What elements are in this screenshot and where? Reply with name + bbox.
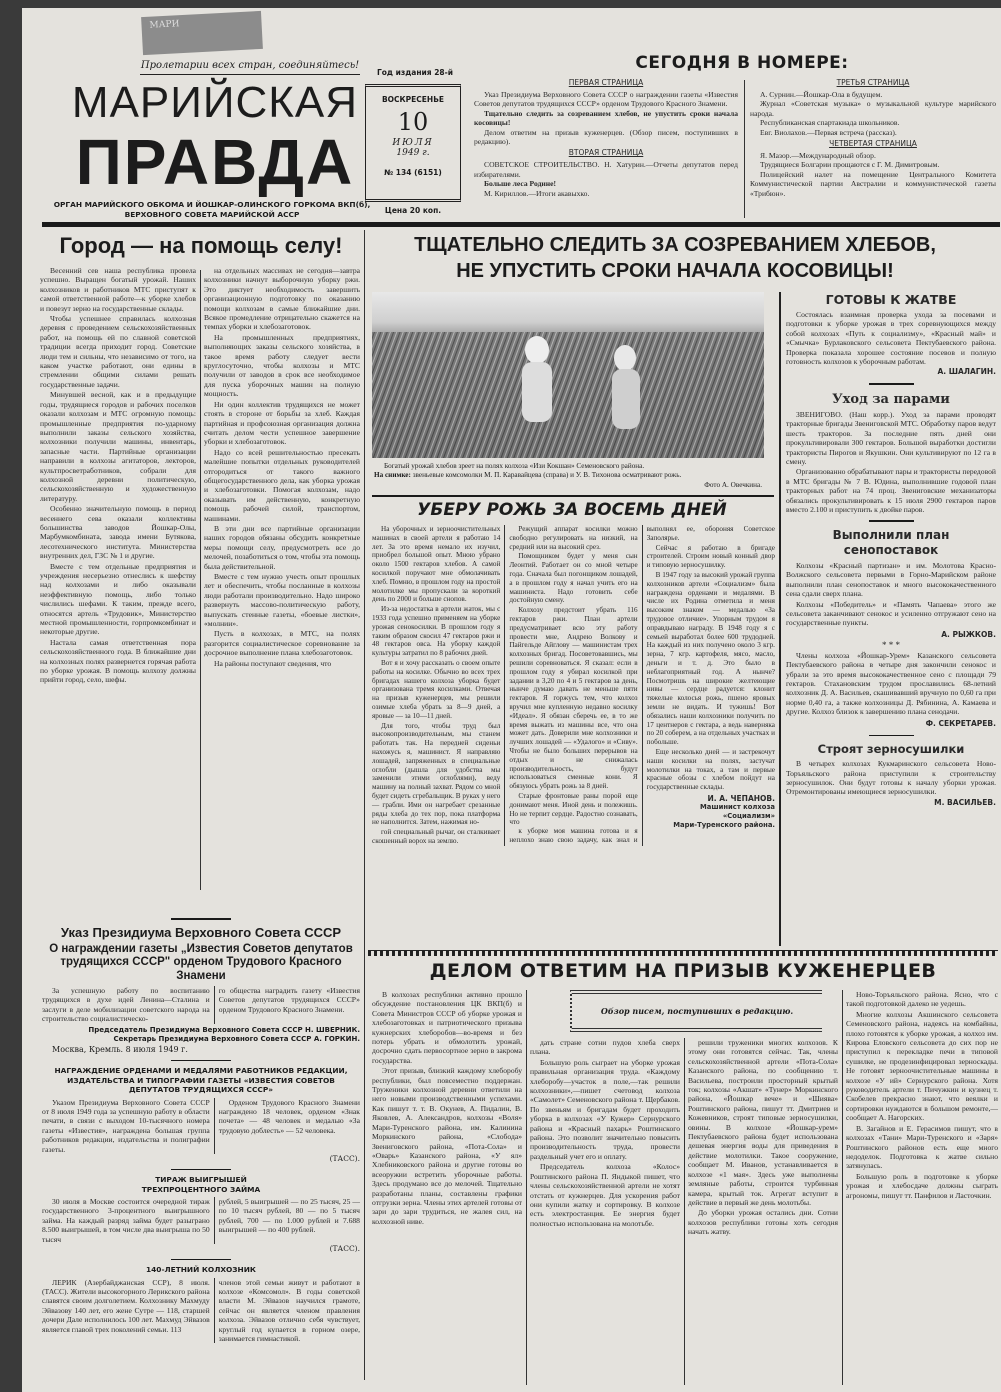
issue-number: № 134 (6151) [384,168,442,177]
story-body [372,525,775,846]
paragraph: В четырех колхозах Кукмаринского сельсовета Ново-Торъяльского района приступили к строительству зерносушилок. Они будут готовы к началу уборки урожая. Отремонтированы имеющиеся зерносушилки. [786,759,996,797]
paragraph: Особенно значительную помощь в период весеннего сева оказали коллективы большинства заводов Йошкар-Олы, Марбумкомбината, завода имени Бутякова, лесотехнического института. Министерства внутренних дел, ГЗС № 1 и другие. [40,504,196,561]
paragraph: Ново-Торъяльского района. Ясно, что с такой подготовкой далеко не уедешь. [846,990,998,1009]
contents-item[interactable]: А. Сурнин.—Йошкар-Ола в будущем. [760,90,883,99]
caption-line1: Богатый урожай хлебов зреет на полях колхоза «Изи Кокшан» Семеновского района. [384,462,645,470]
old-farmer-col2: членов этой семьи живут и работают в колхозе «Комсомол». В годы советской власти М. Эйвазов научился грамоте, сейчас он является членом правления колхоза. Эйвазов отлично себя чувствует, круглый год купается в горном озере, занимается гимнастикой. [214,1278,360,1344]
paragraph: Ни один коллектив трудящихся не может стоять в стороне от борьбы за хлеб. Каждая партийная и профсоюзная организация должна считать делом чести успешное завершение уборки и хлебозаготовок. [204,399,360,447]
paragraph: Старые фронтовые раны порой еще донимают меня. Иной день и полежишь. Но не терпит сердце. Радостно сознавать, что [509,791,638,827]
contents-item[interactable]: Делом ответим на призыв куженерцев. (Обзор писем, поступивших в редакцию). [474,127,738,147]
left-bottom-news [42,913,360,1343]
paragraph: В 1947 году за высокий урожай группа колхозников артели «Социализм» была награждена орденами и медалями. В числе их Родина отметила и меня высоким знаком — медалью «За трудовое отличие». Упорным трудом я оправдываю награду. В 1948 году я с семьей выработал более 600 трудодней. На каждый из них получено около 3 кгр. зерна, 7 кгр. картофеля, мясо, масло, деньги и т. д. Это было в неблагоприятный год. А нынче? Посмотришь на широкие желтеющие нивы — сердце радуется: клонит тяжелые колосья рожь, пшено яровых земли не видать. И тужишь! Вот обязались наши колхозники получить по 17 центнеров с гектара, а ведь наверняка по 20 соберем, а на отдельных участках и побольше. [646,570,775,747]
contents-item[interactable]: Журнал «Советская музыка» о музыкальной культуре марийского народа. [750,99,996,118]
author-name: А. ШАЛАГИН. [937,367,996,377]
author-name: М. ВАСИЛЬЕВ. [934,797,996,807]
paragraph: Организованно обрабатывают пары и трактористы передовой в МТС бригады № 7 В. Юдина, выполнившие годовой план тракторных работ на 74 проц. Звениговские механизаторы обязались прокультивировать к 15 июля 2900 гектаров паров вместо 2.100 и приступить к двойке паров. [786,467,996,514]
date-year: 1949 г. [396,148,430,158]
left-column-border [364,230,365,1380]
letters-col4 [846,990,998,1201]
hay-plan-title: Выполнили план сенопоставок [832,527,950,557]
photo-illustration [372,292,764,458]
right-column-border [779,292,781,946]
ukaz-signature-2: Секретарь Президиума Верховного Совета СССР А. ГОРКИН. [113,1035,360,1044]
paragraph: На районы поступают сведения, что [214,658,332,668]
date-box [365,84,461,202]
paragraph: Для того, чтобы труд был высокопроизводительным, мы станем работать так. На передней сиденьи нахожусь я, машинист. Я направляю лошадей, запряженных в специальные оглобли (дышла для удобства мы заменили этими оглоблями), веду машину на полный захват. Рядом со мной будет сидеть сгребальщик. В руках у него — грабли. Ими он нагребает срезанные ряды хлеба до тех пор, пока платформа не наполнится. Затем, нажимая но- [372,721,501,827]
contents-divider [744,80,745,218]
paragraph: Председатель колхоза «Колос» Роштинского района П. Яндыкой пишет, что члены сельскохозяйственной артели не хотят отстать от кужнерцев. Для ускорения работ они купили жатку и сортировку. В колхозе есть электростанция. Ее энергия будет полностью использована на молотьбе. [530,1162,680,1228]
main-headline-line2: НЕ УПУСТИТЬ СРОКИ НАЧАЛА КОСОВИЦЫ! [456,260,894,282]
fallow-care-title: Уход за парами [832,391,950,407]
paragraph: на отдельных массивах не сегодня—завтра колхозники начнут выборочную уборку ржи. Это диктует необходимость завершить организационную подготовку по оказанию помощи колхозам в самые ближайшие дни. Всякое промедление отрицательно скажется на темпах уборки и хлебозаготовок. [204,266,360,332]
paragraph: Вот я и хочу рассказать о своем опыте работы на косилке. Обычно во всех трех бригадах нашего колхоза уборка будет организована тремя косилками. Отвечая на призыв куженерцев, мы решили озимые хлеба убрать за 8—9 дней, а яровые — за 10—11 дней. [372,658,501,720]
contents-item[interactable]: Я. Мазор.—Международный обзор. [760,151,876,161]
ukaz-title: Указ Президиума Верховного Совета СССР [60,924,342,940]
contents-item[interactable]: Полицейский налет на помещение Центрального Комитета Коммунистической партии Австралии и коммунистической газеты «Трибюн». [750,169,996,198]
main-headline [370,232,936,284]
caption-line2: звеньевые комсомолки М. П. Каравайцева (справа) и У. В. Тихонова осматривают рожь. [412,471,682,480]
paragraph: Чтобы успешнее справилась колхозная деревня с проведением сельскохозяйственных работ, на помощь ей по славной советской традиции всегда приходит город. Советские люди тем и сильны, что независимо от того, на каком участке работают, они едины в стремлении общими силами решать государственные задачи. [40,314,196,389]
lottery-title: ТИРАЖ ВЫИГРЫШЕЙ ТРЕХПРОЦЕНТНОГО ЗАЙМА [141,1175,261,1194]
newspaper-page [22,8,1001,1392]
awards-source: (ТАСС). [329,1154,360,1164]
paragraph: Еще несколько дней — и застрекочут наши косилки на полях, застучат молотилки на токах, а там и первые красные обозы с хлебом пойдут на государственные склады. [646,747,775,792]
lottery-col2: рублей, 5 выигрышей — по 25 тысяч, 25 — по 10 тысяч рублей, 80 — по 5 тысяч рублей, 700 — по 1.000 рублей и 7.688 выигрышей — по 400 рублей. [214,1197,360,1244]
separator [372,495,774,497]
paragraph: Многие колхозы Акшинского сельсовета Семеновского района, надеясь на комбайны, плохо готовятся к уборке урожая, а колхоз им. Кирова Еловского сельсовета до сих пор не приступил к перекладке печи в типовой сушилке, не продезинфицировал зерноскады. Не готовят зерноочистительные машины в колхозе «У ий» Сернурского района. Хотя руководитель артели т. Пичужкин и кузнец т. Скобелев прекрасно знают, что веялки и сортировки нуждаются в большом ремонте,—сообщает А. Нагорских. [846,1009,998,1123]
contents-item[interactable]: Евг. Виолахов.—Первая встреча (рассказ). [760,127,897,137]
paragraph: До уборки урожая остались дни. Сотни колхозов республики готовы хоть сегодня начать жатву. [688,1208,838,1237]
separator [171,1060,231,1062]
separator [171,1169,231,1171]
paragraph: Колхозы «Красный партизан» и им. Молотова Красно-Волжского сельсовета первыми в Горно-Марийском районе выполнили план сенопоставок и много высококачественного сена сдали сверх плана. [786,560,996,599]
separator [869,735,914,737]
old-farmer-columns [42,1278,360,1344]
letters-col1 [372,990,522,1227]
paragraph: Большую роль в подготовке к уборке урожая и хлебосдаче должны сыграть агрономы, пишут тт. Панфилов и Ласточкин. [846,1171,998,1200]
old-farmer-col1: ЛЕРИК (Азербайджанская ССР), 8 июля. (ТАСС). Жители высокогорного Лерикского района славятся своим долголетием. Колхознику Махмуду Эйвазову 140 лет, его жене Сутре — 118, старшей дочери Дале исполнилось 100 лет. Махмуд Эйвазов является главой трех поколений семьи. 113 [42,1277,210,1334]
bottom-headline: ДЕЛОМ ОТВЕТИМ НА ПРИЗЫВ КУЖЕНЕРЦЕВ [429,960,937,982]
month: ИЮЛЯ [392,138,434,148]
masthead-subtitle [52,200,372,220]
paragraph: В эти дни все партийные организации наших городов обязаны обсудить конкретные меры помощи селу, предусмотреть все до мелочей, позаботиться о том, чтобы эта помощь была действительной. [204,523,360,571]
ukaz-columns [42,986,360,1024]
author-name: Ф. СЕКРЕТАРЕВ. [925,718,996,728]
weekday: ВОСКРЕСЕНЬЕ [381,95,445,104]
ready-harvest-title: ГОТОВЫ К ЖАТВЕ [825,292,957,307]
contents-page2-label: ВТОРАЯ СТРАНИЦА [568,148,644,158]
main-headline-line1: ТЩАТЕЛЬНО СЛЕДИТЬ ЗА СОЗРЕВАНИЕМ ХЛЕБОВ, [414,234,936,256]
story-signature [647,794,775,830]
column-divider [200,270,201,890]
paragraph: решили труженики многих колхозов. К этому они готовятся сейчас. Так, члены сельскохозяйственной артели «Пота-Сола» Казанского района, по сообщению т. Васильева, построили просторный крытый ток; колхозы «Акшат» «Тунер» Моркинского района, «Йошкар вече» и «Шиява» Роштинского района, пишут тт. Дмитриев и Кожевников, строят типовые зерносушилки, овины. В колхозе «Йошкар-урем» Пектубаевского района будет использована дешевая энергия воды для приведения в действие молотилки. Такое сооружение, сообщает М. Иванов, устанавливается в колхозе «1 мая». Здесь уже выполнены земляные работы, строится турбинная камера, крытый ток. Агрегат вступит в действие в первый же день молотьбы. [688,1038,838,1207]
awards-title: НАГРАЖДЕНИЕ ОРДЕНАМИ И МЕДАЛЯМИ РАБОТНИКОВ РЕДАКЦИИ, ИЗДАТЕЛЬСТВА И ТИПОГРАФИИ ГАЗЕТЫ «ИЗВЕСТИЯ СОВЕТОВ ДЕПУТАТОВ ТРУДЯЩИХСЯ СССР» [54,1066,348,1095]
paragraph: Помощником будет у меня сын Леонтий. Работает он со мной четыре года. Сначала был погонщиком лошадей, а в прошлом году я начал учить его на машиниста. Надо готовить себе достойную смену. [509,552,638,605]
column-divider [526,990,527,1385]
awards-col2: Орденом Трудового Красного Знамени награждено 18 человек, орденом «Знак почета» — 48 человек и медалью «За трудовую доблесть» — 52 человека. [214,1098,360,1154]
ukaz-col1: За успешную работу по воспитанию трудящихся в духе идей Ленина—Сталина и заслуги в деле мобилизации советского народа на строительство социалистическо- [42,986,210,1024]
lottery-col1: 30 июля в Москве состоится очередной тираж государственного 3-процентного выигрышного займа. На каждый разряд займа будет разыграно 8.500 выигрышей, в том числе два выигрыша по 50 тысяч [42,1197,210,1244]
masthead-rule [42,222,1000,227]
paragraph: Колхозу предстоит убрать 116 гектаров ржи. План артели предусматривает всю эту работу провести мне, Андрею Волкову и Пайгельде Айглову — машинистам трех колхозных бригад. Посоветовавшись, мы решили соревноваться. Я сказал: если в прошлом году я убирал косилкой при задании в 3,20 по 4 и 5 гектаров за день, нынче думаю давать не меньше пяти гектаров. Я горжусь тем, что колхоз вручил мне купленную недавно косилку «Идеал». Я обязан сберечь ее, в то же время выжать из машины все, что она может дать. Доверили мне колхозники и лучших лошадей — «Удалого» и «Сиву». Чтобы не было больших перерывов на отдых и не снижалась производительность, будут использоваться сменные кони. Я обязуюсь убрать рожь за 8 дней. [509,606,638,791]
paragraph: На промышленных предприятиях, выполняющих заказы сельского хозяйства, в такое время работу следует вести круглосуточно, чтобы колхозы и МТС получили от заводов в срок все необходимое для пуска уборочных машин на полную мощность. [204,332,360,399]
subtitle-line2: ВЕРХОВНОГО СОВЕТА МАРИЙСКОЙ АССР [124,210,300,219]
author-name: И. А. ЧЕПАНОВ. [707,793,775,803]
letters-review-box [570,990,822,1032]
contents-item[interactable]: Трудящиеся Болгарии прощаются с Г. М. Димитровым. [760,160,940,170]
contents-page1-label: ПЕРВАЯ СТРАНИЦА [568,78,644,87]
editorial-headline: Город — на помощь селу! [59,233,343,258]
paragraph: дать стране сотни пудов хлеба сверх плана. [530,1038,680,1057]
column-divider [842,990,843,1385]
paragraph: Весенний сев наша республика провела успешно. Выращен богатый урожай. Наших колхозников и работников МТС приступят к самой ответственной работе—к уборке хлебов и повезут зерно на государственные склады. [40,266,196,313]
paragraph: Сейчас я работаю в бригаде строителей. Строим новый конный двор и типовую зерносушилку. [646,543,775,570]
lottery-columns [42,1197,360,1244]
paragraph: Пусть в колхозах, в МТС, на полях разгорится социалистическое соревнование за досрочное выполнение плана хлебозаготовок. [204,629,360,658]
newspaper-title-line1: МАРИЙСКАЯ [71,78,359,127]
paragraph: Этот призыв, близкий каждому хлеборобу республики, был повсеместно поддержан. Труженики колхозной деревни ответили на него новыми производственными успехами. Как пишут т. т. В. Окунев, А. Пидалин, В. Яковлев, А. Александров, колхозы «Воля» Мари-Туренского района, им. Калинина Моркинского района, «Слобода» Звениговского района, «Пота-Сола» и «Оварь» Казанского района, «У ял» Хлебниковского района и другие готовы во всеоружии встретить уборочные работы. Здесь продумано все до мелочей. Тщательно разработаны планы, составлены графики отгрузки зерна. Члены этих артелей готовы от зари до зари трудиться, не жалея сил, на колхозной ниве. [372,1066,522,1226]
contents-left [474,76,738,198]
paragraph: Минувшей весной, как и в предыдущие годы, трудящиеся городов и рабочих поселков оказали колхозам и МТС огромную помощь: промышленные предприятия по-ударному выполнили заказы сельского хозяйства, колхозники получили машины, инвентарь, запасные части. Партийные организации направили в колхозы агитаторов, лекторов, культпросветработников, собрали для колхозной деревни политическую, сельскохозяйственную и художественную литературу. [40,390,196,503]
paragraph: Колхозы «Победитель» и «Память Чапаева» этого же сельсовета заканчивают сенокос и усиленно отгружают сено на государственные пункты. [786,599,996,628]
paragraph: Режущий аппарат косилки можно свободно регулировать на низкий, на средний или на высокий срез. [509,525,638,551]
separator [171,918,231,920]
paragraph: В. Загайнов и Е. Герасимов пишут, что в колхозах «Тани» Мари-Туренского и «Заря» Роштинского районов есть еще много недоделок. Подготовка к жатве сильно затянулась. [846,1123,998,1171]
stars-separator: * * * [882,639,900,650]
day: 10 [397,108,429,136]
right-column [786,292,996,808]
separator [869,520,914,522]
letters-col2 [530,1038,680,1229]
wheat-field-photo [372,292,764,458]
caption-label: На снимке: [374,471,411,480]
wavy-rule [368,950,998,956]
paragraph: Из-за недостатка в артели жаток, мы с 1933 года успешно применяем на уборке урожая сенокосилки. В прошлом году я таким образом скосил 47 гектаров ржи и 48 гектаров овса. На уборку каждой культуры затратил по 8 рабочих дней. [372,605,501,658]
paragraph: В колхозах республики активно прошло обсуждение постановления ЦК ВКП(б) и Совета Министров СССР об уборке урожая и хлебозаготовках и патриотического призыва кужнерских хлеборобов—во-время и без потерь убрать и обмолотить урожай, досрочно сдать первосортное зерно в закрома государства. [372,990,522,1065]
awards-columns [42,1098,360,1154]
story-title: УБЕРУ РОЖЬ ЗА ВОСЕМЬ ДНЕЙ [417,500,727,520]
publication-year: Год издания 28-й [377,68,453,77]
contents-title: СЕГОДНЯ В НОМЕРЕ: [635,53,849,73]
contents-item[interactable]: Республиканская спартакиада школьников. [760,118,900,128]
contents-item[interactable]: СОВЕТСКОЕ СТРОИТЕЛЬСТВО. Н. Хатурин.—Отчеты депутатов перед избирателями. [474,160,738,179]
author-district: Мари-Туренского района. [673,820,775,829]
contents-item[interactable]: Больше леса Родине! [484,179,557,189]
newspaper-title-line2: ПРАВДА [75,126,355,198]
contents-item[interactable]: Тщательно следить за созреванием хлебов, не упустить сроки начала косовицы! [474,108,738,128]
old-farmer-title: 140-ЛЕТНИЙ КОЛХОЗНИК [146,1265,256,1275]
contents-right [750,76,996,198]
editorial-col1 [40,266,196,686]
awards-col1: Указом Президиума Верховного Совета СССР от 8 июля 1949 года за успешную работу в области печати, в связи с выходом 10-тысячного номера газеты «Известия», награждена большая группа работников редакции, издательства и полиграфии газеты. [42,1097,210,1154]
grain-dryers-title: Строят зерносушилки [817,742,965,757]
paragraph: Вместе с тем отдельные предприятия и учреждения несерьезно отнеслись к шефству над колхозами и либо оказывали неэффективную помощь, либо только числились шефами. К таким, прежде всего, относятся артель «Трудовик», Министерство местной промышленности, горпромкомбинат и некоторые другие. [40,561,196,637]
paragraph: к уборке моя машина готова и я неплохо знаю свою задачу, как знал и выполнял ее, обороняя Советское Заполярье. [509,525,775,844]
ukaz-col2: го общества наградить газету «Известия Советов депутатов трудящихся СССР» орденом Трудового Красного Знамени. [214,986,360,1024]
paragraph: Состоялась взаимная проверка ухода за посевами и подготовки к уборке урожая в трех соревнующихся между собой колхозах «Путь к социализму», «Красный май» и «Смычка» Бурлаковского сельсовета Пектубаевского района. Проверка показала хорошее состояние посевов и полную готовность колхозов к уборочным работам. [786,310,996,367]
separator [869,383,914,385]
archive-stamp [141,11,263,55]
contents-page4-label: ЧЕТВЕРТАЯ СТРАНИЦА [829,139,917,149]
author-name: А. РЫЖКОВ. [941,629,996,639]
story-col1 [372,525,500,827]
column-divider [684,1038,685,1385]
editorial-col2 [204,266,360,669]
letters-col3 [688,1038,838,1238]
paragraph: Настала самая ответственная пора сельскохозяйственного года. В ближайшие дни на колхозных полях развернется горячая работа по уборке урожая. В помощь колхозу должны прийти город, село, шефы. [40,637,196,685]
separator [171,1259,231,1261]
ukaz-place-date: Москва, Кремль. 8 июля 1949 г. [52,1044,188,1054]
letters-review-label: Обзор писем, поступивших в редакцию. [600,1006,794,1016]
paragraph: Большую роль сыграет на уборке урожая правильная организация труда. «Каждому хлеборобу—участок в поле,—так решили колхозники»,—пишет счетовод колхоза «Самолет» Семеновского района т. Щербаков. По звеньям и бригадам будет проходить уборка в колхозах «У Кужер» Сернурского района и «Красный пахарь» Роштинского района. Это позволит значительно повысить производительность труда, провести раздельный учет его и оплату. [530,1057,680,1161]
contents-item[interactable]: М. Кириллов.—Итоги акавыхко. [484,188,590,198]
contents-item[interactable]: Указ Президиума Верховного Совета СССР о награждении газеты «Известия Советов депутатов трудящихся СССР» орденом Трудового Красного Знамени. [474,90,738,109]
paragraph: Вместе с тем нужно учесть опыт прошлых лет и обеспечить, чтобы посланные в колхозы люди работали производительно. Надо широко развернуть массово-политическую работу, выпускать стенные газеты, «боевые листки», «молнии». [204,572,360,629]
paragraph: Надо со всей решительностью пресекать малейшие попытки отдельных руководителей отгородиться от такого важного общегосударственного дела, как уборка урожая и хлебозаготовки. Помогая колхозам, надо оказывать им действенную, конкретную помощь рабочей силой, транспортом, машинами. [204,447,360,523]
ukaz-subtitle: О награждении газеты „Известия Советов депутатов трудящихся СССР" орденом Трудового Красного Знамени [49,942,353,982]
paragraph: Члены колхоза «Йошкар-Урем» Казанского сельсовета Пектубаевского района в четыре дня закончили сенокос и убрали за это время высококачественное сено с площади 79 гектаров. Стахановским трудом прославились 68-летний колхозник Д. А. Васильев, скашивавший вручную по 0,60 га при норме 0,40 га, а также колхозницы Д. Рябинина, А. Камаева и другие. Колхоз близок к завершению плана сенодачи. [786,650,996,717]
lottery-source: (ТАСС). [329,1244,360,1254]
price: Цена 20 коп. [384,206,442,215]
paragraph: На уборочных и зерноочистительных машинах в своей артели я работаю 14 лет. За это время немало их изучил, приобрел большой опыт. Мною убрано около 1500 гектаров хлебов. А самой косилкой поручают мне обмолачивать хлеб. Помню, в прошлом году на простой молотилке мы пропускали за короткий день по 2000 и больше снопов. [372,525,501,604]
subtitle-line1: ОРГАН МАРИЙСКОГО ОБКОМА И ЙОШКАР-ОЛИНСКОГО ГОРКОМА ВКП(б), [53,200,371,209]
photo-credit: Фото А. Овечкина. [704,480,762,489]
paragraph: гой специальный рычаг, он сталкивает скошенный ворох на землю. [372,828,501,845]
photo-caption [374,462,772,490]
author-role: Машинист колхоза «Социализм» [700,802,775,820]
paragraph: ЗВЕНИГОВО. (Наш корр.). Уход за парами проводят тракторные бригады Звениговской МТС. Обработку паров ведут шесть тракторов. За последние пять дней они прокультивировали 300 гектаров. Большой выработки достигли трактористы Пирогов и Якушкин. Они культивируют по 12 га в смену. [786,409,996,466]
archive-stamp-text: МАРИ [149,19,180,31]
ukaz-signature-1: Председатель Президиума Верховного Совета СССР Н. ШВЕРНИК. [88,1025,360,1034]
motto: Пролетарии всех стран, соединяйтесь! [140,60,360,75]
contents-page3-label: ТРЕТЬЯ СТРАНИЦА [836,78,910,87]
